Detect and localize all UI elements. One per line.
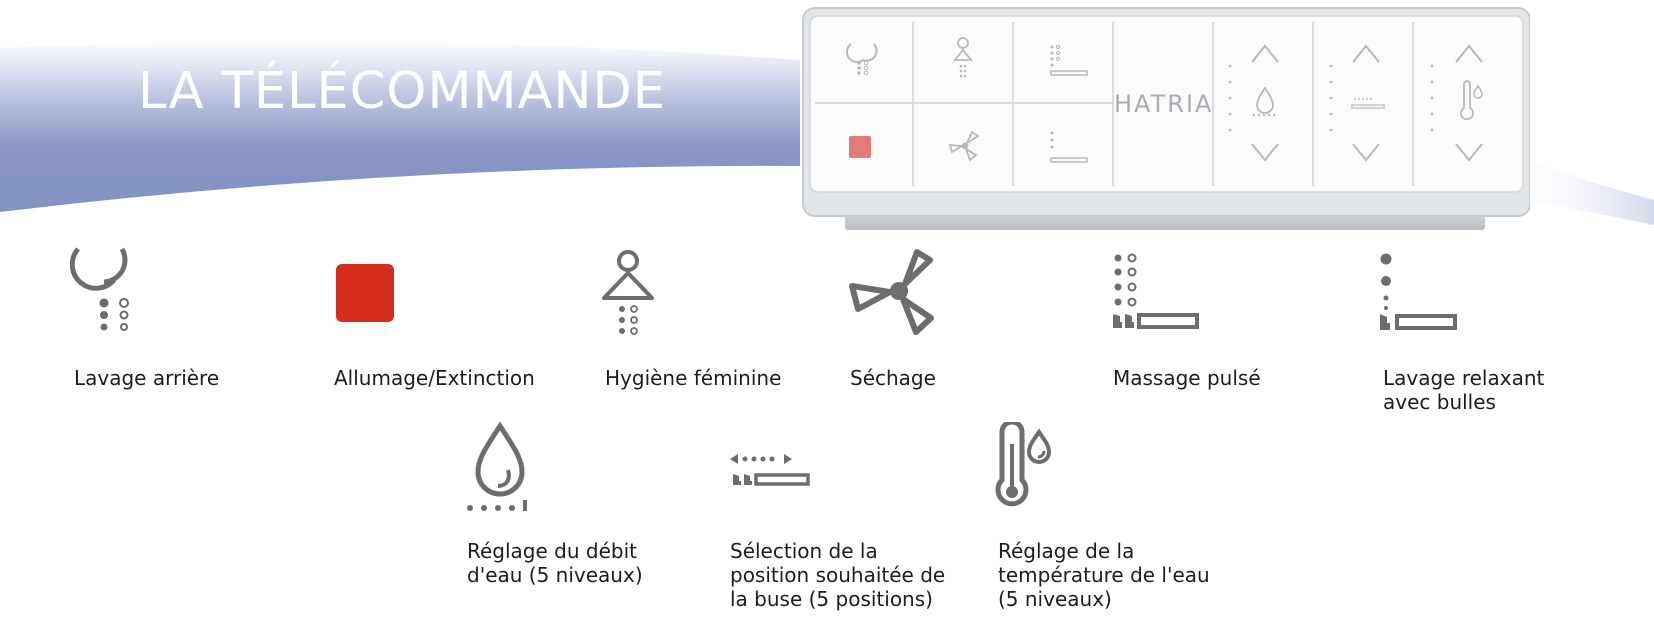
page-title: LA TÉLÉCOMMANDE: [138, 62, 666, 121]
nozzle-position-icon: [728, 452, 814, 492]
drying-label: Séchage: [850, 366, 936, 390]
pulsed-massage-label: Massage pulsé: [1113, 366, 1261, 390]
remote-control: [800, 6, 1530, 236]
water-temperature-icon: [994, 422, 1060, 512]
pulsed-massage-icon: [1110, 252, 1206, 332]
remote-brand-logo: HATRIA: [1114, 90, 1214, 118]
drying-fan-icon: [846, 246, 942, 342]
relaxing-bubble-wash-label: Lavage relaxant avec bulles: [1383, 366, 1545, 414]
water-temperature-label: Réglage de la température de l'eau (5 niveaux): [998, 539, 1210, 611]
feminine-hygiene-icon: [598, 248, 658, 338]
power-icon: [334, 262, 396, 324]
nozzle-position-label: Sélection de la position souhaitée de la buse (5 positions): [730, 539, 946, 611]
power-label: Allumage/Extinction: [334, 366, 535, 390]
feminine-hygiene-label: Hygiène féminine: [605, 366, 782, 390]
water-flow-label: Réglage du débit d'eau (5 niveaux): [467, 539, 643, 587]
rear-wash-label: Lavage arrière: [74, 366, 220, 390]
water-flow-icon: [462, 420, 542, 515]
rear-wash-icon: [70, 240, 160, 340]
remote-power-button[interactable]: [849, 136, 871, 158]
relaxing-bubble-wash-icon: [1376, 250, 1472, 334]
